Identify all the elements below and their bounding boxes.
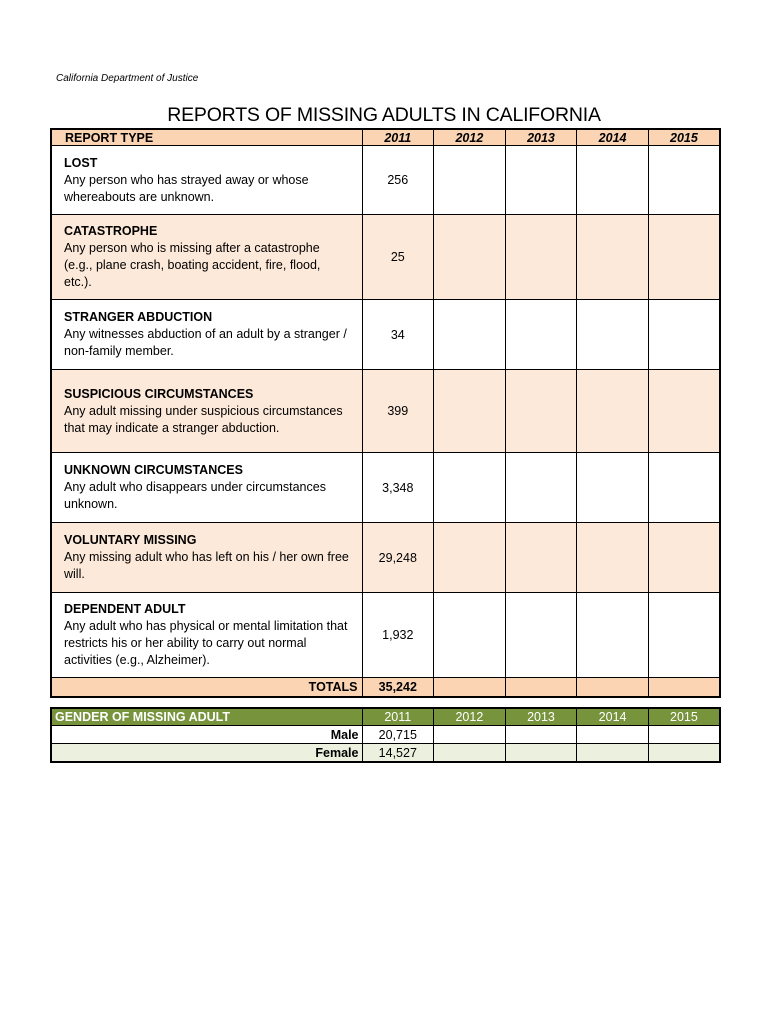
year-header: 2011 [362,129,434,146]
value-cell [434,300,506,370]
value-cell [434,215,506,300]
value-cell [434,744,506,763]
year-header: 2014 [577,129,649,146]
report-type-cell [51,300,362,370]
gender-table-header [51,708,720,726]
category-description: Any adult who disappears under circumstances unknown. [64,480,326,511]
value-cell: 14,527 [362,744,434,763]
report-type-cell [51,146,362,215]
value-cell [505,744,577,763]
total-cell [577,678,649,698]
page-title: REPORTS OF MISSING ADULTS IN CALIFORNIA [167,104,601,126]
category-description: Any witnesses abduction of an adult by a stranger / non-family member. [64,327,347,358]
year-header: 2013 [505,129,577,146]
value-cell [648,370,720,453]
value-cell [505,146,577,215]
year-header: 2015 [648,708,720,726]
category-description: Any adult who has physical or mental limitation that restricts his or her ability to carry out normal activities (e.g., Alzheimer). [64,619,348,667]
value-cell [577,370,649,453]
value-cell [648,744,720,763]
report-type-cell [51,370,362,453]
year-header: 2012 [434,129,506,146]
value-cell [577,215,649,300]
year-header: 2011 [362,708,434,726]
total-cell [434,678,506,698]
value-cell: 1,932 [362,593,434,678]
report-type-cell [51,453,362,523]
table-row [51,523,720,593]
value-cell [434,726,506,744]
agency-name: California Department of Justice [56,73,199,84]
totals-row [51,678,720,698]
total-cell [648,678,720,698]
report-type-cell [51,523,362,593]
value-cell [434,523,506,593]
report-type-cell [51,215,362,300]
value-cell: 34 [362,300,434,370]
report-type-table [50,128,721,698]
total-cell [505,678,577,698]
value-cell [648,146,720,215]
category-description: Any person who has strayed away or whose whereabouts are unknown. [64,172,309,204]
value-cell [505,370,577,453]
value-cell [505,523,577,593]
category-name: SUSPICIOUS CIRCUMSTANCES [64,386,254,401]
value-cell [648,215,720,300]
totals-label: TOTALS [51,678,362,698]
category-name: VOLUNTARY MISSING [64,533,197,547]
total-cell: 35,242 [362,678,434,698]
table-row [51,300,720,370]
value-cell [577,453,649,523]
category-name: UNKNOWN CIRCUMSTANCES [64,463,243,477]
gender-header: GENDER OF MISSING ADULT [51,708,362,726]
gender-table [50,707,721,763]
report-type-header: REPORT TYPE [51,129,362,146]
value-cell: 25 [362,215,434,300]
value-cell [505,300,577,370]
value-cell [434,593,506,678]
category-name: LOST [64,155,98,170]
category-name: STRANGER ABDUCTION [64,310,213,324]
value-cell [648,593,720,678]
value-cell [434,453,506,523]
value-cell [648,523,720,593]
table-row [51,215,720,300]
value-cell: 3,348 [362,453,434,523]
value-cell [577,300,649,370]
value-cell [648,726,720,744]
table-row [51,370,720,453]
year-header: 2012 [434,708,506,726]
value-cell: 20,715 [362,726,434,744]
table-row [51,453,720,523]
value-cell [434,146,506,215]
category-description: Any adult missing under suspicious circumstances that may indicate a stranger abduction. [64,403,343,435]
report-type-cell [51,593,362,678]
category-name: DEPENDENT ADULT [64,602,186,616]
value-cell [577,726,649,744]
value-cell: 399 [362,370,434,453]
gender-label: Female [51,744,362,763]
year-header: 2013 [505,708,577,726]
category-name: CATASTROPHE [64,224,158,238]
gender-label: Male [51,726,362,744]
report-table-header [51,129,720,146]
value-cell: 29,248 [362,523,434,593]
table-row [51,593,720,678]
value-cell [648,300,720,370]
table-row [51,744,720,763]
value-cell [577,523,649,593]
category-description: Any person who is missing after a catastrophe (e.g., plane crash, boating accident, fire, flood, etc.). [64,241,321,289]
value-cell [577,146,649,215]
category-description: Any missing adult who has left on his / her own free will. [64,550,349,581]
value-cell: 256 [362,146,434,215]
year-header: 2015 [648,129,720,146]
value-cell [577,744,649,763]
table-row [51,146,720,215]
value-cell [434,370,506,453]
value-cell [505,453,577,523]
value-cell [505,215,577,300]
value-cell [648,453,720,523]
value-cell [577,593,649,678]
value-cell [505,726,577,744]
year-header: 2014 [577,708,649,726]
table-row [51,726,720,744]
value-cell [505,593,577,678]
